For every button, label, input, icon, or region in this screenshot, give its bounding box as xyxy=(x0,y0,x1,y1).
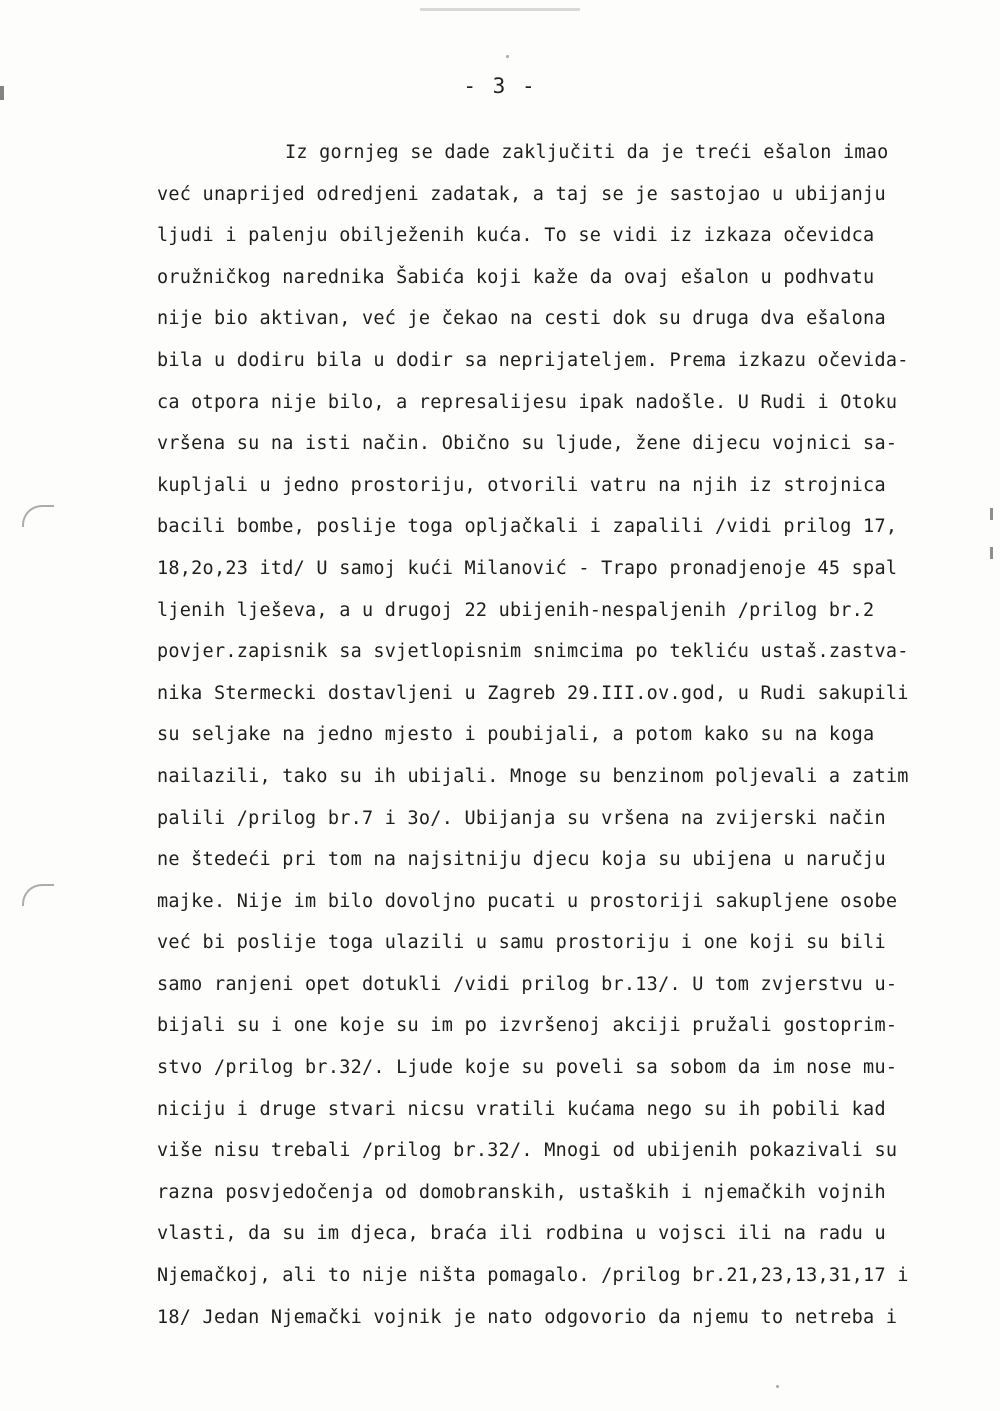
paper-speck xyxy=(776,1385,779,1388)
text-line: stvo /prilog br.32/. Ljude koje su poveli sa sobom da im nose mu- xyxy=(157,1057,898,1079)
text-line: razna posvjedočenja od domobranskih, ustaških i njemačkih vojnih xyxy=(157,1181,886,1203)
text-line: ca otpora nije bilo, a represalijesu ipak nadošle. U Rudi i Otoku xyxy=(157,391,898,413)
text-line: bila u dodiru bila u dodir sa neprijateljem. Prema izkazu očevida- xyxy=(157,349,909,371)
text-line: nije bio aktivan, već je čekao na cesti dok su druga dva ešalona xyxy=(157,308,886,330)
text-line: majke. Nije im bilo dovoljno pucati u prostoriji sakupljene osobe xyxy=(157,890,898,912)
text-line: 18/ Jedan Njemački vojnik je nato odgovorio da njemu to netreba i xyxy=(157,1306,898,1328)
text-line: oružničkog narednika Šabića koji kaže da ovaj ešalon u podhvatu xyxy=(157,266,875,288)
text-line: više nisu trebali /prilog br.32/. Mnogi od ubijenih pokazivali su xyxy=(157,1140,898,1162)
edge-mark xyxy=(990,508,993,520)
text-line: samo ranjeni opet dotukli /vidi prilog br.13/. U tom zvjerstvu u- xyxy=(157,973,898,995)
text-line: su seljake na jedno mjesto i poubijali, a potom kako su na koga xyxy=(157,724,875,746)
text-line: bijali su i one koje su im po izvršenoj akciji pružali gostoprim- xyxy=(157,1015,898,1037)
text-line: kupljali u jedno prostoriju, otvorili vatru na njih iz strojnica xyxy=(157,474,886,496)
text-line: već bi poslije toga ulazili u samu prostoriju i one koji su bili xyxy=(157,932,886,954)
edge-mark xyxy=(990,547,993,559)
text-line: vršena su na isti način. Obično su ljude, žene dijecu vojnici sa- xyxy=(157,433,898,455)
text-line: bacili bombe, poslije toga opljačkali i zapalili /vidi prilog 17, xyxy=(157,516,898,538)
text-line: niciju i druge stvari nicsu vratili kućama nego su ih pobili kad xyxy=(157,1098,886,1120)
text-line: Iz gornjeg se dade zaključiti da je treći ešalon imao xyxy=(285,142,889,163)
text-line: nika Stermecki dostavljeni u Zagreb 29.III.ov.god, u Rudi sakupili xyxy=(157,682,909,704)
punch-hole-bottom xyxy=(22,884,54,906)
text-line: palili /prilog br.7 i 3o/. Ubijanja su vršena na zvijerski način xyxy=(157,807,886,829)
paper-speck xyxy=(506,55,509,58)
margin-mark xyxy=(0,86,4,100)
body-text xyxy=(157,132,967,1338)
text-line: već unaprijed odredjeni zadatak, a taj se je sastojao u ubijanju xyxy=(157,183,886,205)
page-number: - 3 - xyxy=(463,74,537,98)
text-line: ne štedeći pri tom na najsitniju djecu koja su ubijena u naručju xyxy=(157,849,886,871)
text-line: ljenih lješeva, a u drugoj 22 ubijenih-nespaljenih /prilog br.2 xyxy=(157,599,875,621)
text-line: vlasti, da su im djeca, braća ili rodbina u vojsci ili na radu u xyxy=(157,1223,886,1245)
text-line: povjer.zapisnik sa svjetlopisnim snimcima po tekliću ustaš.zastva- xyxy=(157,641,909,663)
punch-hole-top xyxy=(22,505,54,527)
text-line: 18,2o,23 itd/ U samoj kući Milanović - Trapo pronadjenoje 45 spal xyxy=(157,557,898,579)
text-line: nailazili, tako su ih ubijali. Mnoge su benzinom poljevali a zatim xyxy=(157,765,909,787)
text-line: Njemačkoj, ali to nije ništa pomagalo. /prilog br.21,23,13,31,17 i xyxy=(157,1265,909,1287)
paper-smudge xyxy=(420,8,580,11)
text-line: ljudi i palenju obilježenih kuća. To se vidi iz izkaza očevidca xyxy=(157,225,875,247)
